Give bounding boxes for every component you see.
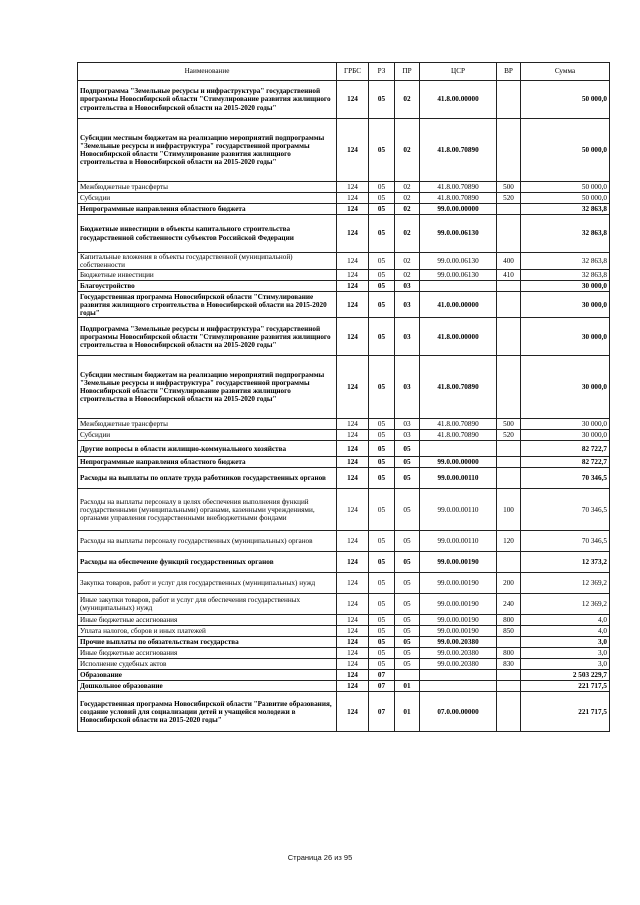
table-row: [78, 594, 610, 615]
cell-name: Подпрограмма "Земельные ресурсы и инфраструктура" государственной программы Новосибирской области "Стимулирование развития жилищного строительства в Новосибирской области на 2015-2020 годы": [78, 318, 337, 356]
cell-vr: 850: [497, 626, 521, 637]
cell-grbs: 124: [337, 615, 369, 626]
cell-pr: 02: [395, 119, 420, 182]
cell-name: Расходы на выплаты по оплате труда работников государственных органов: [78, 468, 337, 489]
cell-pr: 05: [395, 573, 420, 594]
cell-rz: 05: [369, 292, 395, 318]
cell-grbs: 124: [337, 552, 369, 573]
cell-rz: 05: [369, 182, 395, 193]
cell-name: Другие вопросы в области жилищно-коммунального хозяйства: [78, 441, 337, 457]
cell-pr: 02: [395, 253, 420, 270]
cell-sum: 82 722,7: [521, 441, 610, 457]
cell-grbs: 124: [337, 253, 369, 270]
table-row: [78, 552, 610, 573]
cell-csr: 99.0.00.00190: [420, 573, 497, 594]
cell-csr: 99.0.00.00110: [420, 531, 497, 552]
cell-vr: [497, 356, 521, 419]
cell-pr: 05: [395, 441, 420, 457]
cell-grbs: 124: [337, 356, 369, 419]
table-body: [78, 81, 610, 732]
cell-pr: 01: [395, 692, 420, 732]
table-row: [78, 419, 610, 430]
cell-rz: 05: [369, 594, 395, 615]
cell-name: Государственная программа Новосибирской области "Развитие образования, создание условий для социализации детей и учащейся молодежи в Новосибирской области на 2015-2020 годы": [78, 692, 337, 732]
cell-rz: 07: [369, 670, 395, 681]
cell-grbs: 124: [337, 441, 369, 457]
cell-rz: 05: [369, 281, 395, 292]
cell-sum: 50 000,0: [521, 193, 610, 204]
cell-rz: 05: [369, 468, 395, 489]
cell-pr: 05: [395, 648, 420, 659]
cell-grbs: 124: [337, 692, 369, 732]
cell-pr: 02: [395, 270, 420, 281]
cell-rz: 05: [369, 531, 395, 552]
cell-rz: 05: [369, 552, 395, 573]
cell-rz: 05: [369, 489, 395, 531]
header-pr: ПР: [395, 63, 420, 81]
header-vr: ВР: [497, 63, 521, 81]
cell-name: Субсидии местным бюджетам на реализацию мероприятий подпрограммы "Земельные ресурсы и инфраструктура" государственной программы Новосибирской области "Стимулирование развития жилищного строительства в Новосибирской области на 2015-2020 годы": [78, 356, 337, 419]
cell-vr: 100: [497, 489, 521, 531]
cell-sum: 12 369,2: [521, 573, 610, 594]
cell-pr: 05: [395, 457, 420, 468]
cell-grbs: 124: [337, 670, 369, 681]
cell-pr: 02: [395, 193, 420, 204]
cell-name: Закупка товаров, работ и услуг для государственных (муниципальных) нужд: [78, 573, 337, 594]
cell-csr: 99.0.00.00110: [420, 468, 497, 489]
cell-pr: 03: [395, 419, 420, 430]
cell-vr: 120: [497, 531, 521, 552]
cell-vr: 410: [497, 270, 521, 281]
cell-vr: [497, 670, 521, 681]
cell-vr: [497, 281, 521, 292]
cell-pr: 05: [395, 489, 420, 531]
table-row: [78, 457, 610, 468]
cell-csr: 99.0.00.00190: [420, 594, 497, 615]
cell-vr: [497, 204, 521, 215]
cell-vr: 520: [497, 193, 521, 204]
cell-sum: 3,0: [521, 637, 610, 648]
table-row: [78, 182, 610, 193]
cell-name: Межбюджетные трансферты: [78, 182, 337, 193]
table-row: [78, 626, 610, 637]
cell-grbs: 124: [337, 119, 369, 182]
cell-name: Прочие выплаты по обязательствам государства: [78, 637, 337, 648]
cell-vr: 200: [497, 573, 521, 594]
cell-name: Субсидии: [78, 430, 337, 441]
budget-table-container: [77, 62, 609, 732]
cell-name: Расходы на выплаты персоналу государственных (муниципальных) органов: [78, 531, 337, 552]
cell-rz: 05: [369, 441, 395, 457]
cell-sum: 82 722,7: [521, 457, 610, 468]
cell-grbs: 124: [337, 637, 369, 648]
header-rz: РЗ: [369, 63, 395, 81]
cell-grbs: 124: [337, 270, 369, 281]
cell-csr: 41.8.00.70890: [420, 119, 497, 182]
table-row: [78, 670, 610, 681]
cell-sum: 3,0: [521, 648, 610, 659]
cell-vr: 520: [497, 430, 521, 441]
cell-grbs: 124: [337, 430, 369, 441]
cell-csr: 99.0.00.00190: [420, 626, 497, 637]
header-sum: Сумма: [521, 63, 610, 81]
cell-name: Иные закупки товаров, работ и услуг для обеспечения государственных (муниципальных) нужд: [78, 594, 337, 615]
table-row: [78, 81, 610, 119]
cell-grbs: 124: [337, 215, 369, 253]
table-row: [78, 615, 610, 626]
cell-grbs: 124: [337, 457, 369, 468]
cell-sum: 30 000,0: [521, 292, 610, 318]
cell-grbs: 124: [337, 292, 369, 318]
cell-grbs: 124: [337, 281, 369, 292]
cell-grbs: 124: [337, 318, 369, 356]
table-row: [78, 637, 610, 648]
table-row: [78, 193, 610, 204]
cell-csr: 99.0.00.06130: [420, 270, 497, 281]
cell-csr: 41.0.00.00000: [420, 292, 497, 318]
cell-vr: [497, 292, 521, 318]
cell-csr: 41.8.00.00000: [420, 318, 497, 356]
cell-csr: [420, 670, 497, 681]
cell-name: Межбюджетные трансферты: [78, 419, 337, 430]
cell-vr: [497, 457, 521, 468]
cell-vr: [497, 119, 521, 182]
cell-sum: 30 000,0: [521, 356, 610, 419]
cell-pr: 02: [395, 81, 420, 119]
table-row: [78, 292, 610, 318]
cell-vr: [497, 441, 521, 457]
page-footer: Страница 26 из 95: [287, 853, 353, 862]
table-row: [78, 573, 610, 594]
cell-sum: 12 373,2: [521, 552, 610, 573]
cell-vr: [497, 318, 521, 356]
budget-table: [77, 62, 610, 732]
cell-sum: 30 000,0: [521, 318, 610, 356]
cell-name: Субсидии местным бюджетам на реализацию мероприятий подпрограммы "Земельные ресурсы и инфраструктура" государственной программы Новосибирской области "Стимулирование развития жилищного строительства в Новосибирской области на 2015-2020 годы": [78, 119, 337, 182]
cell-sum: 50 000,0: [521, 119, 610, 182]
table-row: [78, 430, 610, 441]
cell-grbs: 124: [337, 419, 369, 430]
cell-sum: 3,0: [521, 659, 610, 670]
cell-csr: 99.0.00.00190: [420, 552, 497, 573]
cell-sum: 4,0: [521, 626, 610, 637]
cell-grbs: 124: [337, 204, 369, 215]
cell-pr: 05: [395, 531, 420, 552]
cell-grbs: 124: [337, 182, 369, 193]
cell-csr: 99.0.00.20380: [420, 648, 497, 659]
cell-rz: 05: [369, 119, 395, 182]
cell-sum: 70 346,5: [521, 531, 610, 552]
cell-csr: [420, 681, 497, 692]
cell-sum: 70 346,5: [521, 489, 610, 531]
cell-rz: 05: [369, 204, 395, 215]
cell-pr: 03: [395, 356, 420, 419]
cell-csr: 99.0.00.00190: [420, 615, 497, 626]
table-row: [78, 441, 610, 457]
cell-sum: 30 000,0: [521, 281, 610, 292]
cell-pr: 05: [395, 659, 420, 670]
cell-name: Непрограммные направления областного бюджета: [78, 457, 337, 468]
header-grbs: ГРБС: [337, 63, 369, 81]
cell-vr: 800: [497, 648, 521, 659]
cell-grbs: 124: [337, 648, 369, 659]
cell-pr: 03: [395, 430, 420, 441]
cell-vr: [497, 215, 521, 253]
cell-sum: 32 863,8: [521, 270, 610, 281]
table-row: [78, 648, 610, 659]
cell-rz: 05: [369, 253, 395, 270]
cell-sum: 32 863,8: [521, 215, 610, 253]
table-row: [78, 204, 610, 215]
cell-pr: 02: [395, 204, 420, 215]
cell-csr: 41.8.00.70890: [420, 356, 497, 419]
cell-vr: 830: [497, 659, 521, 670]
cell-grbs: 124: [337, 81, 369, 119]
cell-rz: 05: [369, 270, 395, 281]
cell-csr: 99.0.00.06130: [420, 215, 497, 253]
cell-grbs: 124: [337, 468, 369, 489]
cell-rz: 05: [369, 648, 395, 659]
cell-rz: 05: [369, 215, 395, 253]
cell-name: Капитальные вложения в объекты государственной (муниципальной) собственности: [78, 253, 337, 270]
cell-grbs: 124: [337, 594, 369, 615]
cell-pr: 03: [395, 281, 420, 292]
table-row: [78, 119, 610, 182]
cell-name: Бюджетные инвестиции: [78, 270, 337, 281]
header-csr: ЦСР: [420, 63, 497, 81]
cell-rz: 05: [369, 615, 395, 626]
cell-sum: 30 000,0: [521, 430, 610, 441]
cell-csr: 99.0.00.20380: [420, 659, 497, 670]
cell-pr: 05: [395, 594, 420, 615]
cell-pr: 02: [395, 182, 420, 193]
cell-rz: 07: [369, 692, 395, 732]
cell-rz: 05: [369, 573, 395, 594]
cell-rz: 05: [369, 356, 395, 419]
table-row: [78, 659, 610, 670]
table-row: [78, 253, 610, 270]
cell-sum: 221 717,5: [521, 692, 610, 732]
cell-vr: [497, 681, 521, 692]
table-header-row: [78, 63, 610, 81]
cell-grbs: 124: [337, 573, 369, 594]
cell-name: Расходы на обеспечение функций государственных органов: [78, 552, 337, 573]
cell-sum: 4,0: [521, 615, 610, 626]
cell-name: Непрограммные направления областного бюджета: [78, 204, 337, 215]
cell-vr: [497, 692, 521, 732]
cell-name: Уплата налогов, сборов и иных платежей: [78, 626, 337, 637]
cell-name: Иные бюджетные ассигнования: [78, 615, 337, 626]
cell-csr: 41.8.00.70890: [420, 419, 497, 430]
table-row: [78, 281, 610, 292]
cell-rz: 05: [369, 626, 395, 637]
cell-name: Подпрограмма "Земельные ресурсы и инфраструктура" государственной программы Новосибирской области "Стимулирование развития жилищного строительства в Новосибирской области на 2015-2020 годы": [78, 81, 337, 119]
cell-sum: 32 863,8: [521, 253, 610, 270]
cell-rz: 05: [369, 81, 395, 119]
cell-vr: [497, 468, 521, 489]
cell-grbs: 124: [337, 681, 369, 692]
cell-rz: 05: [369, 318, 395, 356]
cell-name: Расходы на выплаты персоналу в целях обеспечения выполнения функций государственными (муниципальными) органами, казенными учреждениями, органами управления государственными внебюджетными фондами: [78, 489, 337, 531]
cell-name: Иные бюджетные ассигнования: [78, 648, 337, 659]
cell-vr: 400: [497, 253, 521, 270]
cell-pr: 05: [395, 626, 420, 637]
cell-pr: 05: [395, 615, 420, 626]
cell-sum: 2 503 229,7: [521, 670, 610, 681]
cell-csr: 41.8.00.70890: [420, 430, 497, 441]
cell-sum: 50 000,0: [521, 81, 610, 119]
cell-csr: 41.8.00.00000: [420, 81, 497, 119]
table-row: [78, 318, 610, 356]
table-row: [78, 531, 610, 552]
cell-name: Образование: [78, 670, 337, 681]
cell-pr: 05: [395, 637, 420, 648]
cell-csr: 99.0.00.00110: [420, 489, 497, 531]
cell-rz: 05: [369, 457, 395, 468]
cell-grbs: 124: [337, 531, 369, 552]
cell-vr: 500: [497, 419, 521, 430]
cell-csr: [420, 441, 497, 457]
cell-grbs: 124: [337, 193, 369, 204]
cell-pr: 03: [395, 292, 420, 318]
cell-pr: [395, 670, 420, 681]
cell-vr: 800: [497, 615, 521, 626]
cell-grbs: 124: [337, 626, 369, 637]
header-name: Наименование: [78, 63, 337, 81]
cell-csr: 41.8.00.70890: [420, 182, 497, 193]
cell-sum: 12 369,2: [521, 594, 610, 615]
table-row: [78, 468, 610, 489]
cell-csr: [420, 281, 497, 292]
cell-csr: 99.0.00.20380: [420, 637, 497, 648]
table-row: [78, 270, 610, 281]
cell-rz: 05: [369, 430, 395, 441]
cell-rz: 05: [369, 193, 395, 204]
cell-name: Бюджетные инвестиции в объекты капитального строительства государственной собственности субъектов Российской Федерации: [78, 215, 337, 253]
table-row: [78, 692, 610, 732]
cell-csr: 99.0.00.00000: [420, 204, 497, 215]
cell-name: Благоустройство: [78, 281, 337, 292]
cell-sum: 221 717,5: [521, 681, 610, 692]
cell-name: Исполнение судебных актов: [78, 659, 337, 670]
cell-grbs: 124: [337, 659, 369, 670]
table-row: [78, 489, 610, 531]
cell-pr: 02: [395, 215, 420, 253]
cell-sum: 30 000,0: [521, 419, 610, 430]
cell-rz: 05: [369, 637, 395, 648]
table-row: [78, 681, 610, 692]
cell-vr: 500: [497, 182, 521, 193]
cell-csr: 07.0.00.00000: [420, 692, 497, 732]
cell-sum: 32 863,8: [521, 204, 610, 215]
cell-name: Субсидии: [78, 193, 337, 204]
cell-pr: 01: [395, 681, 420, 692]
cell-sum: 50 000,0: [521, 182, 610, 193]
cell-pr: 03: [395, 318, 420, 356]
cell-vr: 240: [497, 594, 521, 615]
cell-name: Дошкольное образование: [78, 681, 337, 692]
cell-pr: 05: [395, 552, 420, 573]
table-row: [78, 215, 610, 253]
cell-sum: 70 346,5: [521, 468, 610, 489]
cell-csr: 41.8.00.70890: [420, 193, 497, 204]
cell-vr: [497, 637, 521, 648]
cell-rz: 05: [369, 659, 395, 670]
cell-vr: [497, 81, 521, 119]
cell-rz: 07: [369, 681, 395, 692]
cell-pr: 05: [395, 468, 420, 489]
cell-rz: 05: [369, 419, 395, 430]
cell-csr: 99.0.00.00000: [420, 457, 497, 468]
cell-grbs: 124: [337, 489, 369, 531]
cell-name: Государственная программа Новосибирской области "Стимулирование развития жилищного строительства в Новосибирской области на 2015-2020 годы": [78, 292, 337, 318]
cell-vr: [497, 552, 521, 573]
cell-csr: 99.0.00.06130: [420, 253, 497, 270]
table-row: [78, 356, 610, 419]
